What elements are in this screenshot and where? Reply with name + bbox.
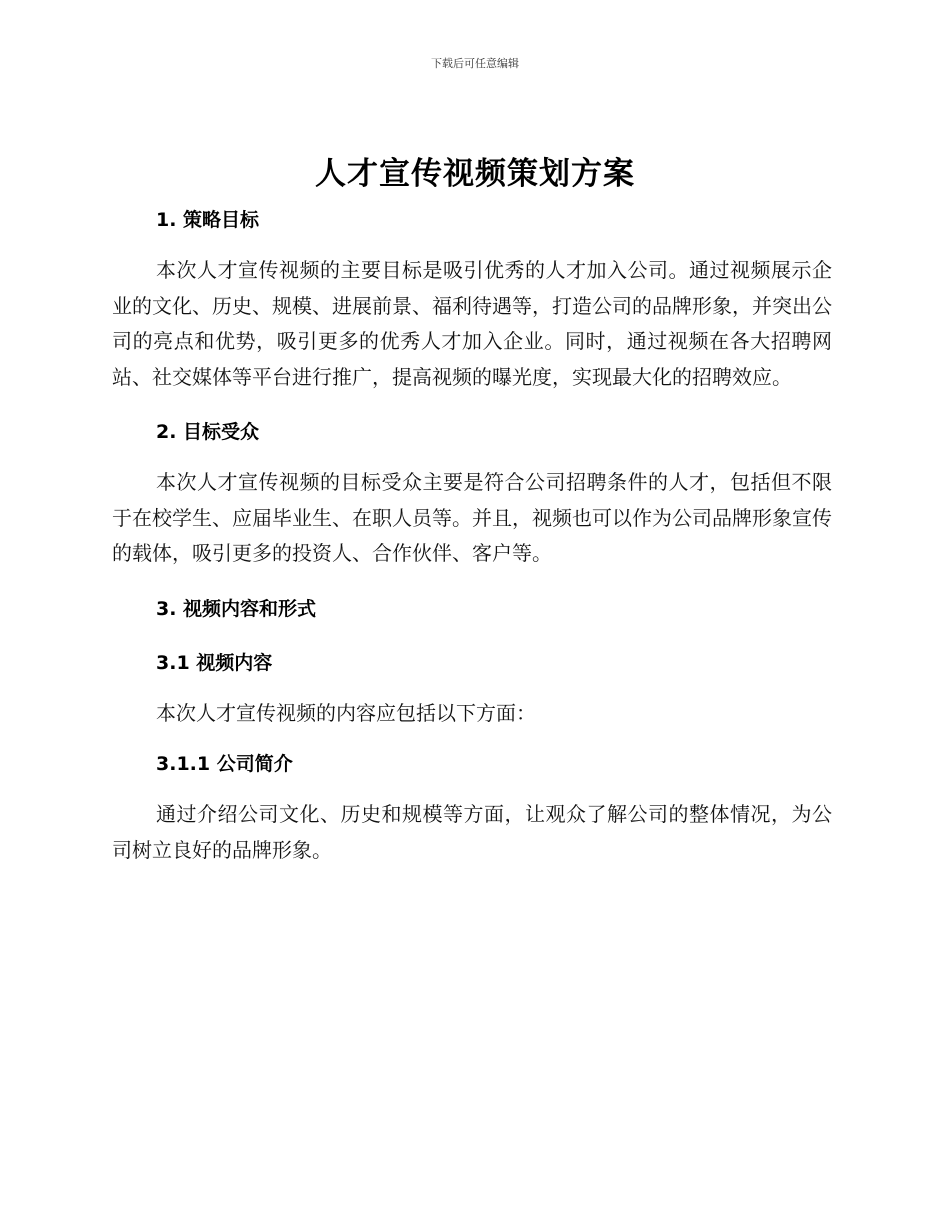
document-title: 人才宣传视频策划方案	[315, 156, 635, 192]
section-paragraph-1: 本次人才宣传视频的主要目标是吸引优秀的人才加入公司。通过视频展示企业的文化、历史、规模、进展前景、福利待遇等，打造公司的品牌形象，并突出公司的亮点和优势，吸引更多的优秀人才加入企业。同时，通过视频在各大招聘网站、社交媒体等平台进行推广，提高视频的曝光度，实现最大化的招聘效应。	[112, 258, 832, 389]
section-paragraph-3-1-1: 通过介绍公司文化、历史和规模等方面，让观众了解公司的整体情况，为公司树立良好的品牌形象。	[112, 802, 832, 862]
document-body	[112, 203, 832, 868]
header-note: 下载后可任意编辑	[431, 57, 519, 70]
section-heading-3: 3. 视频内容和形式	[156, 597, 317, 620]
section-heading-2: 2. 目标受众	[156, 421, 260, 443]
section-heading-3-1: 3.1 视频内容	[156, 651, 273, 674]
section-heading-1: 1. 策略目标	[156, 209, 260, 231]
section-paragraph-3-1: 本次人才宣传视频的内容应包括以下方面：	[156, 700, 536, 725]
section-paragraph-2: 本次人才宣传视频的目标受众主要是符合公司招聘条件的人才，包括但不限于在校学生、应届毕业生、在职人员等。并且，视频也可以作为公司品牌形象宣传的载体，吸引更多的投资人、合作伙伴、客户等。	[112, 470, 832, 565]
section-heading-3-1-1: 3.1.1 公司简介	[156, 753, 293, 775]
